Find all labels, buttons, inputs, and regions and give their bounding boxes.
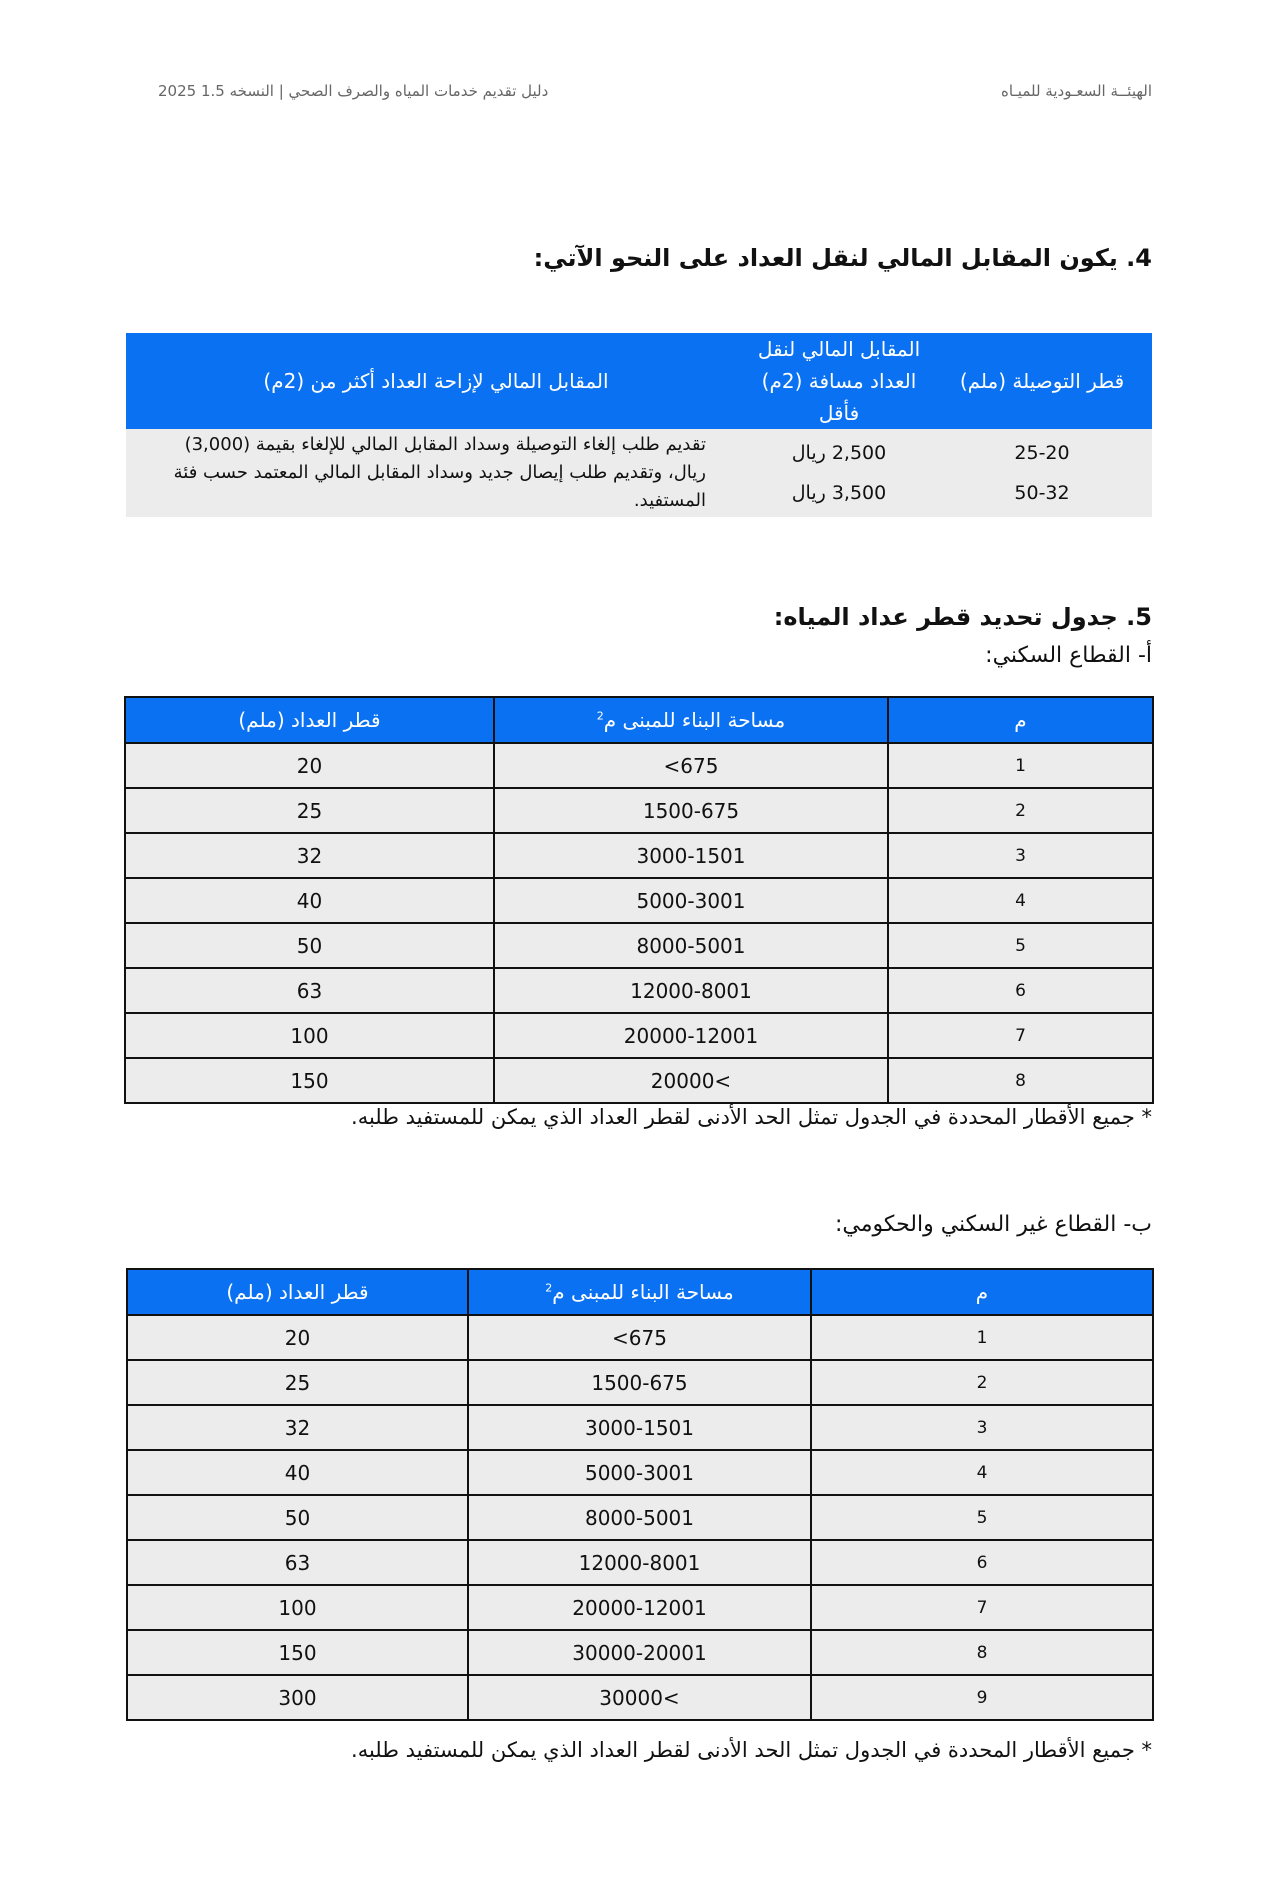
meter-diameter-cell: 25 <box>127 1360 468 1405</box>
meter-diameter-cell: 20 <box>125 743 494 788</box>
table-row <box>127 1360 1153 1405</box>
fee-table-body <box>126 429 1152 517</box>
meter-relocation-fee-table <box>126 333 1152 517</box>
col-meter-diameter: قطر العداد (ملم) <box>127 1269 468 1315</box>
building-area-cell: 3000-1501 <box>494 833 888 878</box>
building-area-cell: 1500-675 <box>494 788 888 833</box>
table-row <box>127 1585 1153 1630</box>
building-area-cell: >30000 <box>468 1675 811 1720</box>
building-area-cell: 675> <box>468 1315 811 1360</box>
meter-diameter-cell: 40 <box>125 878 494 923</box>
residential-sector-title: أ- القطاع السكني: <box>985 643 1152 668</box>
non-residential-sector-title: ب- القطاع غير السكني والحكومي: <box>835 1212 1152 1237</box>
col-serial: م <box>888 697 1153 743</box>
serial-cell: 6 <box>811 1540 1153 1585</box>
table-row <box>127 1675 1153 1720</box>
fee-row-1-diameter: 25-20 <box>1014 442 1070 464</box>
meter-diameter-cell: 20 <box>127 1315 468 1360</box>
fee-amount-cells <box>746 429 932 517</box>
header-document-title: دليل تقديم خدمات المياه والصرف الصحي | النسخه 1.5 2025 <box>158 82 549 100</box>
serial-cell: 8 <box>811 1630 1153 1675</box>
table-row <box>127 1495 1153 1540</box>
building-area-cell: 3000-1501 <box>468 1405 811 1450</box>
table-row <box>127 1540 1153 1585</box>
serial-cell: 3 <box>811 1405 1153 1450</box>
meter-diameter-cell: 25 <box>125 788 494 833</box>
fee-col-short-move: المقابل المالي لنقل العداد مسافة (2م) فأقل <box>757 337 921 425</box>
building-area-cell: 30000-20001 <box>468 1630 811 1675</box>
serial-cell: 6 <box>888 968 1153 1013</box>
serial-cell: 5 <box>888 923 1153 968</box>
meter-diameter-cell: 32 <box>127 1405 468 1450</box>
building-area-cell: 20000-12001 <box>494 1013 888 1058</box>
serial-cell: 1 <box>888 743 1153 788</box>
section-4-heading: 4. يكون المقابل المالي لنقل العداد على النحو الآتي: <box>533 244 1152 272</box>
serial-cell: 3 <box>888 833 1153 878</box>
fee-col-long-move: المقابل المالي لإزاحة العداد أكثر من (2م) <box>263 369 609 393</box>
section-5-heading: 5. جدول تحديد قطر عداد المياه: <box>773 603 1152 631</box>
meter-diameter-cell: 40 <box>127 1450 468 1495</box>
building-area-cell: 5000-3001 <box>468 1450 811 1495</box>
table-row <box>125 878 1153 923</box>
col-building-area: مساحة البناء للمبنى م$^2$ <box>494 697 888 743</box>
serial-cell: 9 <box>811 1675 1153 1720</box>
table-row <box>125 1013 1153 1058</box>
meter-diameter-cell: 150 <box>127 1630 468 1675</box>
meter-diameter-cell: 100 <box>125 1013 494 1058</box>
serial-cell: 7 <box>888 1013 1153 1058</box>
fee-table-header <box>126 333 1152 429</box>
col-meter-diameter: قطر العداد (ملم) <box>125 697 494 743</box>
table-row <box>125 788 1153 833</box>
non-residential-table-header <box>127 1269 1153 1315</box>
fee-merged-note: تقديم طلب إلغاء التوصيلة وسداد المقابل المالي للإلغاء بقيمة (3,000) ريال، وتقديم طلب إيصال جديد وسداد المقابل المالي المعتمد حسب فئة المستفيد. <box>173 434 706 511</box>
meter-diameter-cell: 50 <box>125 923 494 968</box>
table-row <box>125 968 1153 1013</box>
building-area-cell: 8000-5001 <box>468 1495 811 1540</box>
table-row <box>127 1315 1153 1360</box>
fee-row-2-amount: 3,500 ريال <box>791 482 887 504</box>
table-row <box>127 1405 1153 1450</box>
building-area-cell: 8000-5001 <box>494 923 888 968</box>
serial-cell: 7 <box>811 1585 1153 1630</box>
fee-diameter-cells <box>932 429 1152 517</box>
meter-diameter-cell: 150 <box>125 1058 494 1103</box>
residential-note: * جميع الأقطار المحددة في الجدول تمثل الحد الأدنى لقطر العداد الذي يمكن للمستفيد طلبه. <box>351 1105 1152 1129</box>
building-area-cell: 5000-3001 <box>494 878 888 923</box>
serial-cell: 2 <box>811 1360 1153 1405</box>
meter-diameter-cell: 100 <box>127 1585 468 1630</box>
fee-row-1-amount: 2,500 ريال <box>791 442 887 464</box>
table-row <box>127 1630 1153 1675</box>
serial-cell: 5 <box>811 1495 1153 1540</box>
serial-cell: 4 <box>811 1450 1153 1495</box>
meter-diameter-cell: 63 <box>127 1540 468 1585</box>
building-area-cell: 12000-8001 <box>494 968 888 1013</box>
table-row <box>125 923 1153 968</box>
col-serial: م <box>811 1269 1153 1315</box>
serial-cell: 1 <box>811 1315 1153 1360</box>
non-residential-note: * جميع الأقطار المحددة في الجدول تمثل الحد الأدنى لقطر العداد الذي يمكن للمستفيد طلبه. <box>351 1738 1152 1762</box>
non-residential-meter-table <box>126 1268 1154 1721</box>
meter-diameter-cell: 63 <box>125 968 494 1013</box>
building-area-cell: 675> <box>494 743 888 788</box>
table-row <box>125 1058 1153 1103</box>
residential-table-header <box>125 697 1153 743</box>
building-area-cell: >20000 <box>494 1058 888 1103</box>
serial-cell: 8 <box>888 1058 1153 1103</box>
residential-meter-table <box>124 696 1154 1104</box>
serial-cell: 2 <box>888 788 1153 833</box>
header-organization: الهيئــة السعـودية للميـاه <box>1000 82 1152 100</box>
col-building-area: مساحة البناء للمبنى م$^2$ <box>468 1269 811 1315</box>
fee-row-2-diameter: 50-32 <box>1014 482 1070 504</box>
meter-diameter-cell: 32 <box>125 833 494 878</box>
fee-col-diameter: قطر التوصيلة (ملم) <box>959 369 1125 393</box>
table-row <box>125 743 1153 788</box>
table-row <box>127 1450 1153 1495</box>
building-area-cell: 1500-675 <box>468 1360 811 1405</box>
meter-diameter-cell: 300 <box>127 1675 468 1720</box>
serial-cell: 4 <box>888 878 1153 923</box>
table-row <box>125 833 1153 878</box>
meter-diameter-cell: 50 <box>127 1495 468 1540</box>
building-area-cell: 20000-12001 <box>468 1585 811 1630</box>
building-area-cell: 12000-8001 <box>468 1540 811 1585</box>
